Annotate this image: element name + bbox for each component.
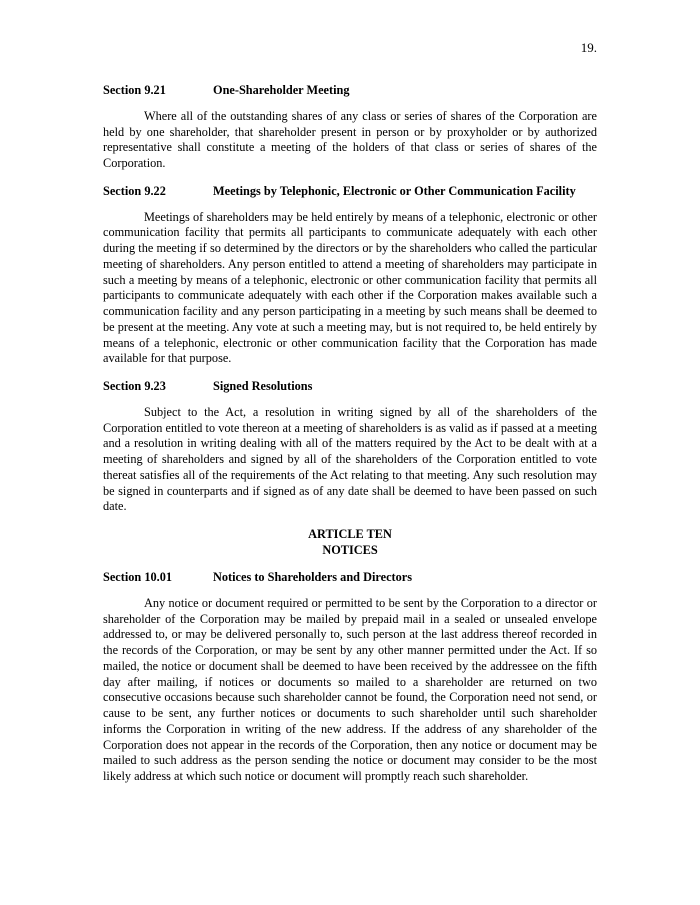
page-number: 19. [580,40,597,55]
article-title: NOTICES [322,542,378,557]
section-number: Section 10.01 [103,570,172,584]
document-body [103,83,597,797]
section-number: Section 9.23 [103,379,166,393]
section-paragraph: Meetings of shareholders may be held entirely by means of a telephonic, electronic or other communication facility that permits all participants to communicate adequately with each other during the meeting if so determined by the directors or by the shareholders who called the particular meeting of shareholders. Any person entitled to attend a meeting of shareholders may participate in such a meeting by means of a telephonic, electronic or other communication facility that permits all participants to communicate adequately with each other if the Corporation makes available such a communication facility and any person participating in a meeting by such means shall be deemed to be present at the meeting. Any vote at such a meeting may, but is not required to, be held entirely by means of a telephonic, electronic or other communication facility that the Corporation has made available for that purpose. [103,209,597,366]
section-heading [103,184,597,200]
section-9-22 [103,184,597,367]
section-paragraph: Any notice or document required or permitted to be sent by the Corporation to a director or shareholder of the Corporation may be mailed by prepaid mail in a sealed or unsealed envelope addressed to, or may be delivered personally to, such person at the last address thereof recorded in the records of the Corporation, or may be sent by any other manner permitted under the Act. If so mailed, the notice or document shall be deemed to have been received by the addressee on the fifth day after mailing, if notices or documents so mailed to a shareholder are returned on two consecutive occasions because such shareholder cannot be found, the Corporation need not send, or cause to be sent, any further notices or documents to such shareholder until such shareholder informs the Corporation in writing of the new address. If the address of any shareholder of the Corporation does not appear in the records of the Corporation, then any notice or document may be mailed to such address as the person sending the notice or document may consider to be the most likely address at which such notice or document will promptly reach such shareholder. [103,595,597,783]
section-heading [103,379,597,395]
article-heading [103,527,597,558]
section-number: Section 9.22 [103,183,166,198]
article-number: ARTICLE TEN [308,527,392,541]
section-title: Notices to Shareholders and Directors [213,570,413,584]
section-9-23 [103,379,597,515]
section-title: Meetings by Telephonic, Electronic or Other Communication Facility [213,183,576,198]
section-heading [103,83,597,99]
section-9-21 [103,83,597,172]
section-heading [103,570,597,586]
section-title: Signed Resolutions [213,379,313,393]
section-number: Section 9.21 [103,83,166,97]
section-paragraph: Where all of the outstanding shares of any class or series of shares of the Corporation are held by one shareholder, that shareholder present in person or by proxyholder or by authorized representative shall constitute a meeting of the holders of that class or series of shares of the Corporation. [103,108,597,170]
section-paragraph: Subject to the Act, a resolution in writing signed by all of the shareholders of the Corporation entitled to vote thereon at a meeting of shareholders is as valid as if passed at a meeting and a resolution in writing dealing with all of the matters required by the Act to be dealt with at a meeting of shareholders and signed by all of the shareholders of the Corporation entitled to vote thereat satisfies all of the requirements of the Act relating to that meeting. Any such resolution may be signed in counterparts and if signed as of any date shall be deemed to have been passed on such date. [103,404,597,514]
section-10-01 [103,570,597,785]
section-title: One-Shareholder Meeting [213,83,350,97]
